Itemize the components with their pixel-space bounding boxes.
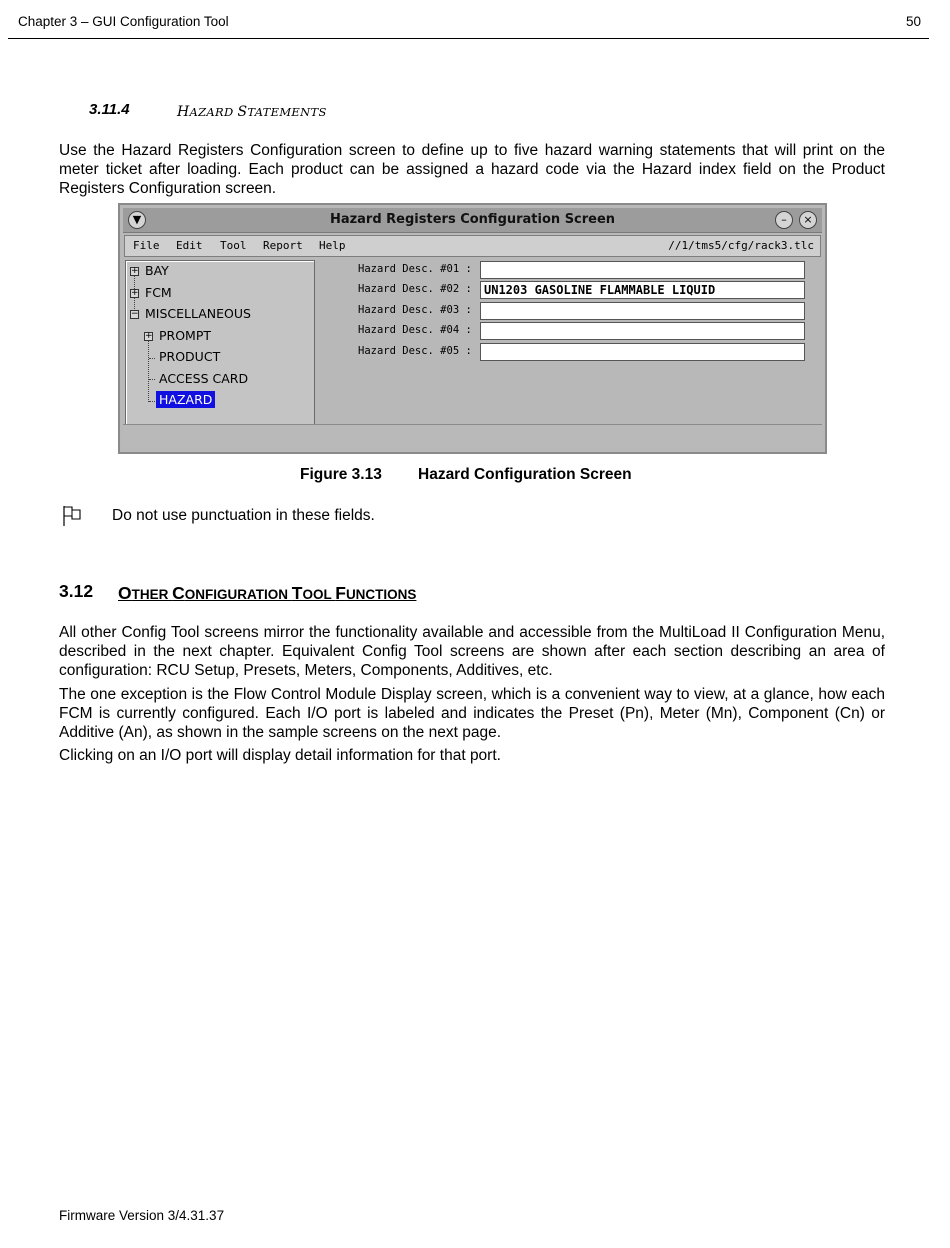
tree-guide — [149, 379, 155, 380]
hazard-config-window — [118, 203, 827, 454]
subsection-title: HAZARD STATEMENTS — [177, 104, 327, 120]
hazard-desc-4-input[interactable] — [480, 322, 805, 340]
menu-file[interactable]: File — [133, 239, 160, 252]
hazard-desc-1-input[interactable] — [480, 261, 805, 279]
status-bar — [123, 424, 822, 449]
tree-item-product[interactable]: PRODUCT — [159, 349, 221, 364]
hazard-desc-label: Hazard Desc. #02 : — [358, 283, 472, 295]
file-path: //1/tms5/cfg/rack3.tlc — [668, 239, 814, 252]
tree-guide — [149, 401, 155, 402]
figure-title: Hazard Configuration Screen — [418, 466, 632, 483]
expand-icon[interactable]: + — [131, 266, 139, 276]
expand-icon[interactable]: + — [145, 331, 153, 341]
tree-item-prompt[interactable]: PROMPT — [159, 328, 212, 343]
page-header — [18, 14, 921, 29]
section-number: 3.12 — [59, 581, 94, 601]
hazard-desc-label: Hazard Desc. #01 : — [358, 263, 472, 275]
expand-icon[interactable]: + — [131, 288, 139, 298]
window-menu-icon[interactable]: ▼ — [128, 211, 146, 229]
hazard-desc-5-input[interactable] — [480, 343, 805, 361]
hazard-desc-label: Hazard Desc. #05 : — [358, 345, 472, 357]
figure-caption — [300, 466, 632, 484]
config-tree — [125, 260, 315, 426]
header-rule — [8, 38, 929, 39]
menu-help[interactable]: Help — [319, 239, 346, 252]
hazard-desc-2-input[interactable]: UN1203 GASOLINE FLAMMABLE LIQUID — [480, 281, 805, 299]
window-titlebar — [123, 208, 822, 233]
close-icon[interactable]: × — [799, 211, 817, 229]
body-paragraph: All other Config Tool screens mirror the functionality available and accessible from the MultiLoad II Configuration Menu, described in the next chapter. Equivalent Config Tool screens are shown after each section describing an area of configuration: RCU Setup, Presets, Meters, Components, Additives, etc. — [59, 624, 885, 679]
chapter-title: Chapter 3 – GUI Configuration Tool — [18, 14, 229, 29]
tree-item-bay[interactable]: BAY — [145, 263, 169, 278]
hazard-desc-label: Hazard Desc. #03 : — [358, 304, 472, 316]
body-paragraph: The one exception is the Flow Control Module Display screen, which is a convenient way to view, at a glance, how each FCM is currently configured. Each I/O port is labeled and indicates the Preset (Pn), Meter (Mn), Component (Cn) or Additive (An), as shown in the sample screens on the next page. — [59, 686, 885, 741]
tree-item-hazard[interactable]: HAZARD — [156, 391, 215, 408]
figure-number: Figure 3.13 — [300, 466, 382, 483]
tree-item-fcm[interactable]: FCM — [145, 285, 172, 300]
menu-tool[interactable]: Tool — [220, 239, 247, 252]
section-title: OTHER CONFIGURATION TOOL FUNCTIONS — [118, 583, 417, 603]
hazard-desc-3-input[interactable] — [480, 302, 805, 320]
footer-firmware-version: Firmware Version 3/4.31.37 — [59, 1208, 225, 1223]
page-number: 50 — [905, 14, 921, 29]
tree-guide — [149, 358, 155, 359]
tree-guide — [148, 336, 149, 402]
tree-item-miscellaneous[interactable]: MISCELLANEOUS — [145, 306, 251, 321]
minimize-icon[interactable]: – — [775, 211, 793, 229]
subsection-number: 3.11.4 — [89, 101, 130, 118]
menubar — [124, 235, 821, 257]
menu-edit[interactable]: Edit — [176, 239, 203, 252]
note-text: Do not use punctuation in these fields. — [112, 507, 375, 524]
intro-paragraph: Use the Hazard Registers Configuration screen to define up to five hazard warning statements that will print on the meter ticket after loading. Each product can be assigned a hazard code via the Hazard index field on the Product Registers Configuration screen. — [59, 142, 885, 197]
note-flag-icon — [61, 505, 83, 527]
window-title: Hazard Registers Configuration Screen — [329, 212, 616, 227]
hazard-desc-label: Hazard Desc. #04 : — [358, 324, 472, 336]
menu-report[interactable]: Report — [263, 239, 303, 252]
tree-item-access-card[interactable]: ACCESS CARD — [159, 371, 249, 386]
collapse-icon[interactable]: − — [131, 309, 139, 319]
body-paragraph: Clicking on an I/O port will display detail information for that port. — [59, 747, 501, 764]
